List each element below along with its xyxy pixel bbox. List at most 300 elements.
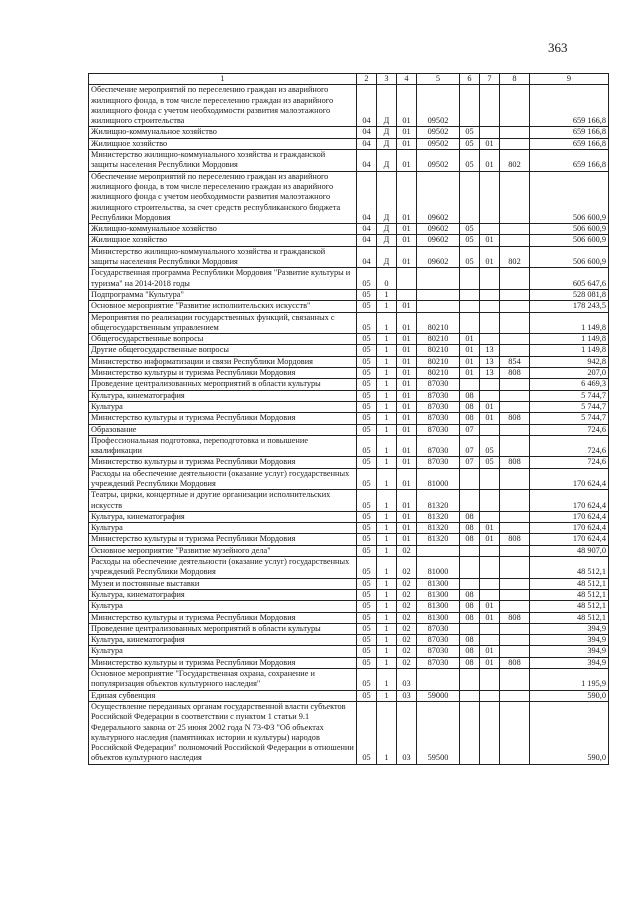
row-code-cell: 05 (357, 289, 377, 300)
row-code-cell: 01 (397, 490, 417, 512)
row-code-cell (480, 490, 500, 512)
row-code-cell: 01 (480, 150, 500, 172)
table-row (89, 701, 609, 764)
row-code-cell: 05 (357, 401, 377, 412)
row-amount-cell: 724,6 (530, 424, 609, 435)
row-name-cell: Расходы на обеспечение деятельности (оказание услуг) государственных учреждений Республики Мордовия (89, 557, 357, 579)
row-code-cell: 01 (397, 534, 417, 545)
row-code-cell: 01 (397, 150, 417, 172)
row-code-cell: 01 (460, 334, 480, 345)
table-row (89, 127, 609, 138)
row-code-cell: 01 (397, 224, 417, 235)
row-name-cell: Культура (89, 523, 357, 534)
row-code-cell: 59000 (417, 690, 460, 701)
row-code-cell: 05 (357, 589, 377, 600)
row-code-cell: 05 (357, 490, 377, 512)
row-code-cell: 01 (397, 401, 417, 412)
row-code-cell (480, 224, 500, 235)
row-code-cell: 01 (480, 657, 500, 668)
column-header: 3 (377, 74, 397, 85)
row-amount-cell: 659 166,8 (530, 138, 609, 149)
row-code-cell: 08 (460, 390, 480, 401)
row-name-cell: Культура (89, 401, 357, 412)
row-code-cell: 02 (397, 589, 417, 600)
row-code-cell: 1 (377, 334, 397, 345)
row-code-cell: 1 (377, 457, 397, 468)
row-code-cell: 01 (480, 138, 500, 149)
row-code-cell: 07 (460, 457, 480, 468)
row-code-cell: 1 (377, 601, 397, 612)
row-name-cell: Основное мероприятие "Развитие музейного дела" (89, 545, 357, 556)
row-name-cell: Культура (89, 601, 357, 612)
row-code-cell: 87030 (417, 623, 460, 634)
row-code-cell: 05 (357, 390, 377, 401)
row-code-cell: 01 (480, 401, 500, 412)
row-code-cell: 01 (397, 127, 417, 138)
row-code-cell: 08 (460, 635, 480, 646)
row-code-cell: 09602 (417, 171, 460, 223)
row-code-cell: 1 (377, 635, 397, 646)
row-name-cell: Культура, кинематография (89, 390, 357, 401)
row-code-cell: 08 (460, 413, 480, 424)
row-code-cell (460, 468, 480, 490)
row-amount-cell: 48 512,1 (530, 589, 609, 600)
budget-table (88, 73, 609, 765)
row-code-cell: 81320 (417, 523, 460, 534)
row-code-cell (480, 301, 500, 312)
row-code-cell: 01 (480, 246, 500, 268)
row-code-cell (500, 171, 530, 223)
row-code-cell (480, 289, 500, 300)
row-code-cell: 01 (480, 534, 500, 545)
row-code-cell: 1 (377, 646, 397, 657)
row-code-cell (460, 669, 480, 691)
row-code-cell (397, 289, 417, 300)
row-code-cell: 80210 (417, 356, 460, 367)
row-code-cell: 01 (480, 612, 500, 623)
table-row (89, 138, 609, 149)
row-code-cell: 02 (397, 557, 417, 579)
row-code-cell: 05 (460, 127, 480, 138)
row-name-cell: Основное мероприятие "Развитие исполнительских искусств" (89, 301, 357, 312)
row-code-cell: 01 (397, 523, 417, 534)
row-amount-cell: 659 166,8 (530, 127, 609, 138)
row-code-cell: 13 (480, 345, 500, 356)
row-code-cell (460, 701, 480, 764)
row-code-cell: 1 (377, 356, 397, 367)
row-code-cell: 05 (357, 457, 377, 468)
row-amount-cell: 170 624,4 (530, 490, 609, 512)
table-row (89, 171, 609, 223)
row-code-cell: 01 (397, 85, 417, 127)
row-code-cell: 03 (397, 669, 417, 691)
row-code-cell: 1 (377, 669, 397, 691)
row-code-cell (500, 646, 530, 657)
table-row (89, 612, 609, 623)
row-code-cell: 1 (377, 545, 397, 556)
table-row (89, 545, 609, 556)
row-code-cell: 1 (377, 312, 397, 334)
row-code-cell: 81300 (417, 601, 460, 612)
row-code-cell: Д (377, 171, 397, 223)
row-code-cell: 1 (377, 468, 397, 490)
row-amount-cell: 170 624,4 (530, 468, 609, 490)
row-code-cell: 1 (377, 657, 397, 668)
row-code-cell (460, 379, 480, 390)
row-code-cell: 1 (377, 578, 397, 589)
row-code-cell: 01 (397, 138, 417, 149)
row-name-cell: Жилищное хозяйство (89, 235, 357, 246)
row-code-cell: 1 (377, 390, 397, 401)
row-code-cell: 802 (500, 246, 530, 268)
row-amount-cell: 48 512,1 (530, 601, 609, 612)
table-row (89, 435, 609, 457)
row-name-cell: Единая субвенция (89, 690, 357, 701)
row-code-cell: 05 (357, 669, 377, 691)
row-code-cell: 01 (397, 424, 417, 435)
row-code-cell: 87030 (417, 390, 460, 401)
row-code-cell: 13 (480, 356, 500, 367)
row-code-cell: 59500 (417, 701, 460, 764)
row-code-cell: 05 (357, 356, 377, 367)
row-code-cell: 05 (357, 435, 377, 457)
row-code-cell (500, 578, 530, 589)
row-code-cell: 81000 (417, 557, 460, 579)
row-code-cell: 01 (397, 171, 417, 223)
row-code-cell: 02 (397, 657, 417, 668)
row-code-cell: 09602 (417, 224, 460, 235)
row-code-cell (500, 468, 530, 490)
row-code-cell (500, 635, 530, 646)
row-code-cell (460, 578, 480, 589)
row-code-cell (417, 301, 460, 312)
row-code-cell: 1 (377, 424, 397, 435)
row-code-cell: 08 (460, 601, 480, 612)
table-row (89, 334, 609, 345)
table-row (89, 356, 609, 367)
row-code-cell (500, 85, 530, 127)
row-code-cell: 01 (480, 413, 500, 424)
row-amount-cell: 170 624,4 (530, 534, 609, 545)
row-code-cell (460, 623, 480, 634)
row-code-cell: 09602 (417, 246, 460, 268)
row-code-cell (500, 312, 530, 334)
row-code-cell: 04 (357, 138, 377, 149)
row-code-cell: 802 (500, 150, 530, 172)
row-code-cell: Д (377, 127, 397, 138)
row-code-cell: 04 (357, 246, 377, 268)
row-name-cell: Жилищное хозяйство (89, 138, 357, 149)
row-amount-cell: 394,9 (530, 646, 609, 657)
row-code-cell: 1 (377, 534, 397, 545)
row-code-cell: 05 (460, 235, 480, 246)
row-code-cell (397, 268, 417, 290)
row-code-cell: 05 (357, 545, 377, 556)
row-name-cell: Министерство жилищно-коммунального хозяйства и гражданской защиты населения Республики Мордовия (89, 150, 357, 172)
row-amount-cell: 170 624,4 (530, 511, 609, 522)
row-code-cell: 1 (377, 612, 397, 623)
column-header: 2 (357, 74, 377, 85)
row-name-cell: Подпрограмма "Культура" (89, 289, 357, 300)
row-code-cell: 07 (460, 435, 480, 457)
row-amount-cell: 506 600,9 (530, 246, 609, 268)
row-code-cell: 1 (377, 690, 397, 701)
row-code-cell: 05 (480, 457, 500, 468)
row-code-cell: 1 (377, 523, 397, 534)
row-amount-cell: 394,9 (530, 657, 609, 668)
row-name-cell: Министерство культуры и туризма Республики Мордовия (89, 368, 357, 379)
row-code-cell (500, 424, 530, 435)
row-code-cell (460, 490, 480, 512)
row-name-cell: Образование (89, 424, 357, 435)
row-code-cell: 854 (500, 356, 530, 367)
row-code-cell: 08 (460, 523, 480, 534)
row-code-cell (500, 557, 530, 579)
row-code-cell (480, 557, 500, 579)
row-code-cell: 87030 (417, 401, 460, 412)
row-name-cell: Культура, кинематография (89, 511, 357, 522)
row-name-cell: Проведение централизованных мероприятий в области культуры (89, 379, 357, 390)
row-code-cell: 08 (460, 589, 480, 600)
row-code-cell (480, 545, 500, 556)
row-code-cell: 05 (357, 268, 377, 290)
row-code-cell: 01 (480, 235, 500, 246)
row-code-cell (480, 85, 500, 127)
row-amount-cell: 605 647,6 (530, 268, 609, 290)
row-amount-cell: 506 600,9 (530, 224, 609, 235)
row-code-cell: 80210 (417, 334, 460, 345)
row-amount-cell: 1 149,8 (530, 312, 609, 334)
row-code-cell: 1 (377, 345, 397, 356)
row-name-cell: Общегосударственные вопросы (89, 334, 357, 345)
row-code-cell: 01 (397, 235, 417, 246)
row-amount-cell: 48 512,1 (530, 612, 609, 623)
row-amount-cell: 1 195,9 (530, 669, 609, 691)
row-amount-cell: 48 907,0 (530, 545, 609, 556)
table-row (89, 557, 609, 579)
table-row (89, 379, 609, 390)
row-code-cell (480, 127, 500, 138)
row-amount-cell: 724,6 (530, 435, 609, 457)
row-code-cell (500, 669, 530, 691)
row-code-cell: 09602 (417, 235, 460, 246)
column-header: 7 (480, 74, 500, 85)
row-name-cell: Культура, кинематография (89, 589, 357, 600)
row-code-cell: 1 (377, 413, 397, 424)
row-code-cell (460, 268, 480, 290)
table-row (89, 657, 609, 668)
row-name-cell: Мероприятия по реализации государственных функций, связанных с общегосударственным управлением (89, 312, 357, 334)
row-code-cell (500, 268, 530, 290)
row-code-cell: 01 (460, 356, 480, 367)
row-code-cell (500, 601, 530, 612)
row-code-cell: 08 (460, 646, 480, 657)
table-row (89, 424, 609, 435)
row-amount-cell: 1 149,8 (530, 345, 609, 356)
row-amount-cell: 590,0 (530, 701, 609, 764)
table-row (89, 150, 609, 172)
table-row (89, 589, 609, 600)
table-row (89, 635, 609, 646)
row-code-cell (500, 138, 530, 149)
row-amount-cell: 5 744,7 (530, 401, 609, 412)
column-header: 5 (417, 74, 460, 85)
table-row (89, 390, 609, 401)
table-row (89, 224, 609, 235)
table-row (89, 578, 609, 589)
row-code-cell (417, 268, 460, 290)
row-code-cell: 01 (397, 356, 417, 367)
row-code-cell (500, 545, 530, 556)
row-code-cell: Д (377, 246, 397, 268)
row-code-cell (480, 690, 500, 701)
row-name-cell: Министерство культуры и туризма Республики Мордовия (89, 657, 357, 668)
table-row (89, 401, 609, 412)
row-amount-cell: 394,9 (530, 635, 609, 646)
row-code-cell (500, 345, 530, 356)
row-code-cell: 05 (357, 379, 377, 390)
row-code-cell: 01 (460, 345, 480, 356)
row-amount-cell: 48 512,1 (530, 578, 609, 589)
row-code-cell: 02 (397, 578, 417, 589)
row-code-cell (480, 268, 500, 290)
row-code-cell: 87030 (417, 379, 460, 390)
row-code-cell: 81320 (417, 534, 460, 545)
row-code-cell: 1 (377, 490, 397, 512)
row-code-cell: 05 (357, 635, 377, 646)
row-name-cell: Основное мероприятие "Государственная охрана, сохранение и популяризация объектов культурного наследия" (89, 669, 357, 691)
row-name-cell: Осуществление переданных органам государственной власти субъектов Российской Федерации в соответствии с пунктом 1 статьи 9.1 Федерального закона от 25 июня 2002 года N 73-ФЗ "Об объектах культурного наследия (памятниках истории и культуры) народов Российской Федерации" полномочий Российской Федерации в отношении объектов культурного наследия (89, 701, 357, 764)
table-header-row (89, 74, 609, 85)
row-code-cell: 01 (397, 379, 417, 390)
row-code-cell: 05 (357, 413, 377, 424)
table-row (89, 368, 609, 379)
row-code-cell (480, 589, 500, 600)
table-row (89, 468, 609, 490)
row-code-cell (500, 334, 530, 345)
row-code-cell: 05 (357, 468, 377, 490)
row-code-cell (500, 523, 530, 534)
row-code-cell (417, 289, 460, 300)
row-code-cell (417, 545, 460, 556)
row-code-cell: Д (377, 235, 397, 246)
row-code-cell (480, 424, 500, 435)
table-row (89, 490, 609, 512)
row-name-cell: Музеи и постоянные выставки (89, 578, 357, 589)
row-code-cell: 08 (460, 401, 480, 412)
row-code-cell: 808 (500, 368, 530, 379)
row-amount-cell: 528 081,8 (530, 289, 609, 300)
row-code-cell (480, 379, 500, 390)
row-code-cell: 05 (357, 523, 377, 534)
table-row (89, 289, 609, 300)
row-code-cell: 1 (377, 435, 397, 457)
row-code-cell (500, 589, 530, 600)
row-code-cell: 81300 (417, 612, 460, 623)
column-header: 8 (500, 74, 530, 85)
row-code-cell: 05 (357, 334, 377, 345)
row-code-cell: 05 (357, 345, 377, 356)
table-row (89, 413, 609, 424)
row-code-cell (480, 669, 500, 691)
row-code-cell: 02 (397, 635, 417, 646)
row-amount-cell: 506 600,9 (530, 235, 609, 246)
row-code-cell: 808 (500, 612, 530, 623)
row-code-cell: 01 (397, 312, 417, 334)
table-row (89, 235, 609, 246)
row-name-cell: Культура (89, 646, 357, 657)
row-code-cell: 05 (357, 368, 377, 379)
column-header: 6 (460, 74, 480, 85)
table-row (89, 690, 609, 701)
row-code-cell: Д (377, 85, 397, 127)
row-name-cell: Другие общегосударственные вопросы (89, 345, 357, 356)
row-code-cell: 87030 (417, 657, 460, 668)
row-amount-cell: 942,8 (530, 356, 609, 367)
row-code-cell (480, 623, 500, 634)
row-code-cell: 05 (357, 646, 377, 657)
row-code-cell: 05 (460, 150, 480, 172)
row-code-cell (500, 224, 530, 235)
row-code-cell: 13 (480, 368, 500, 379)
row-name-cell: Жилищно-коммунальное хозяйство (89, 224, 357, 235)
row-code-cell: 05 (357, 623, 377, 634)
row-code-cell: 03 (397, 701, 417, 764)
row-code-cell: 808 (500, 534, 530, 545)
table-row (89, 669, 609, 691)
table-row (89, 85, 609, 127)
row-code-cell: 1 (377, 301, 397, 312)
row-code-cell: 05 (357, 557, 377, 579)
row-code-cell: 81300 (417, 578, 460, 589)
row-code-cell (460, 557, 480, 579)
row-code-cell (500, 701, 530, 764)
row-code-cell (500, 435, 530, 457)
row-code-cell: 1 (377, 557, 397, 579)
row-code-cell (480, 312, 500, 334)
row-code-cell: 05 (357, 424, 377, 435)
row-code-cell: 02 (397, 601, 417, 612)
row-code-cell: Д (377, 138, 397, 149)
row-code-cell: 1 (377, 401, 397, 412)
row-code-cell: 01 (397, 334, 417, 345)
row-code-cell: 09502 (417, 85, 460, 127)
row-code-cell: 07 (460, 424, 480, 435)
row-name-cell: Министерство культуры и туризма Республики Мордовия (89, 612, 357, 623)
row-code-cell: 80210 (417, 368, 460, 379)
row-name-cell: Проведение централизованных мероприятий в области культуры (89, 623, 357, 634)
row-code-cell (500, 511, 530, 522)
row-code-cell: 1 (377, 589, 397, 600)
row-code-cell: 09502 (417, 127, 460, 138)
row-code-cell: 05 (357, 612, 377, 623)
row-code-cell: 87030 (417, 646, 460, 657)
row-code-cell (480, 635, 500, 646)
row-code-cell: 87030 (417, 435, 460, 457)
row-code-cell: 09502 (417, 150, 460, 172)
row-name-cell: Министерство культуры и туризма Республики Мордовия (89, 534, 357, 545)
row-code-cell: 05 (357, 657, 377, 668)
row-code-cell (417, 669, 460, 691)
row-code-cell: 05 (357, 578, 377, 589)
row-code-cell (500, 401, 530, 412)
row-code-cell (480, 578, 500, 589)
row-name-cell: Государственная программа Республики Мордовия "Развитие культуры и туризма" на 2014-2018 годы (89, 268, 357, 290)
row-code-cell: 1 (377, 368, 397, 379)
row-name-cell: Министерство культуры и туризма Республики Мордовия (89, 457, 357, 468)
row-name-cell: Министерство информатизации и связи Республики Мордовия (89, 356, 357, 367)
row-code-cell (500, 127, 530, 138)
